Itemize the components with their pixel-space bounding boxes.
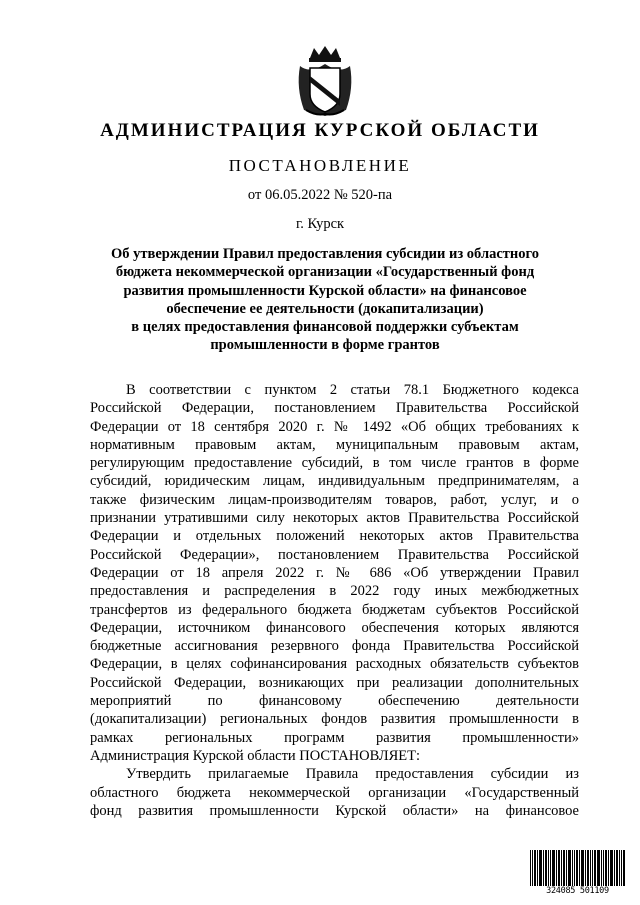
subject-line: промышленности в форме грантов	[210, 337, 440, 354]
subject-line: Об утверждении Правил предоставления субсидии из областного	[111, 246, 539, 262]
barcode-icon	[530, 850, 625, 886]
body-line: Федерации от 18 сентября 2020 г. № 1492 «Об общих требованиях к	[90, 418, 579, 435]
body-line: фонд развития промышленности Курской области» на финансовое	[90, 802, 579, 819]
barcode-number: 324085 501109	[546, 886, 609, 896]
body-line: Федерации от 18 апреля 2022 г. № 686 «Об утверждении Правил	[90, 564, 579, 581]
body-line: Российской Федерации», постановлением Правительства Российской	[90, 546, 579, 563]
organization-title: АДМИНИСТРАЦИЯ КУРСКОЙ ОБЛАСТИ	[100, 120, 540, 141]
body-line: Администрация Курской области ПОСТАНОВЛЯЕТ:	[90, 747, 421, 764]
body-line: областного бюджета некоммерческой организации «Государственный	[90, 784, 579, 801]
subject-line: бюджета некоммерческой организации «Государственный фонд	[115, 264, 535, 281]
body-line: В соответствии с пунктом 2 статьи 78.1 Бюджетного кодекса	[126, 382, 579, 398]
body-line: предоставления и распределения в 2022 году иных межбюджетных	[90, 583, 579, 600]
body-line: регулирующим предоставление субсидий, в том числе грантов в форме	[90, 455, 579, 472]
document-subject	[80, 245, 570, 355]
subject-line: обеспечение ее деятельности (докапитализации)	[166, 300, 484, 317]
body-line: признании утратившими силу некоторых актов Правительства Российской	[90, 510, 579, 527]
body-line: мероприятий по финансовому обеспечению деятельности	[90, 693, 579, 710]
body-line: нормативным правовым актам, муниципальным правовым актам,	[90, 436, 579, 453]
subject-line: развития промышленности Курской области» на финансовое	[123, 282, 527, 299]
document-city: г. Курск	[295, 216, 345, 232]
body-line: Федерации, источником финансового обеспечения которых являются	[90, 619, 579, 636]
body-line: Федерации, в целях софинансирования расходных обязательств субъектов	[90, 656, 579, 673]
body-line: трансфертов из федерального бюджета бюджетам субъектов Российской	[90, 601, 579, 618]
body-line: (докапитализации) региональных фондов развития промышленности в	[90, 711, 579, 728]
body-line: субсидий, юридическим лицам, индивидуальным предпринимателям, а	[90, 473, 579, 490]
body-line: также физическим лицам-производителям товаров, работ, услуг, и о	[90, 491, 579, 508]
body-line: бюджетные ассигнования резервного фонда Правительства Российской	[90, 638, 579, 655]
barcode	[530, 850, 625, 898]
document-body	[90, 381, 579, 820]
document-date-number: от 06.05.2022 № 520-па	[247, 187, 393, 203]
subject-line: в целях предоставления финансовой поддержки субъектам	[131, 319, 519, 336]
document-type: ПОСТАНОВЛЕНИЕ	[228, 156, 412, 175]
body-line: Утвердить прилагаемые Правила предоставления субсидии из	[126, 766, 579, 783]
body-line: Российской Федерации, постановлением Правительства Российской	[90, 400, 579, 417]
body-line: Федерации и отдельных положений некоторых актов Правительства	[90, 528, 579, 545]
kursk-coat-of-arms-icon	[296, 44, 354, 118]
body-line: рамках региональных программ развития промышленности»	[90, 729, 579, 746]
body-line: Российской Федерации, возникающих при реализации дополнительных	[90, 674, 579, 691]
